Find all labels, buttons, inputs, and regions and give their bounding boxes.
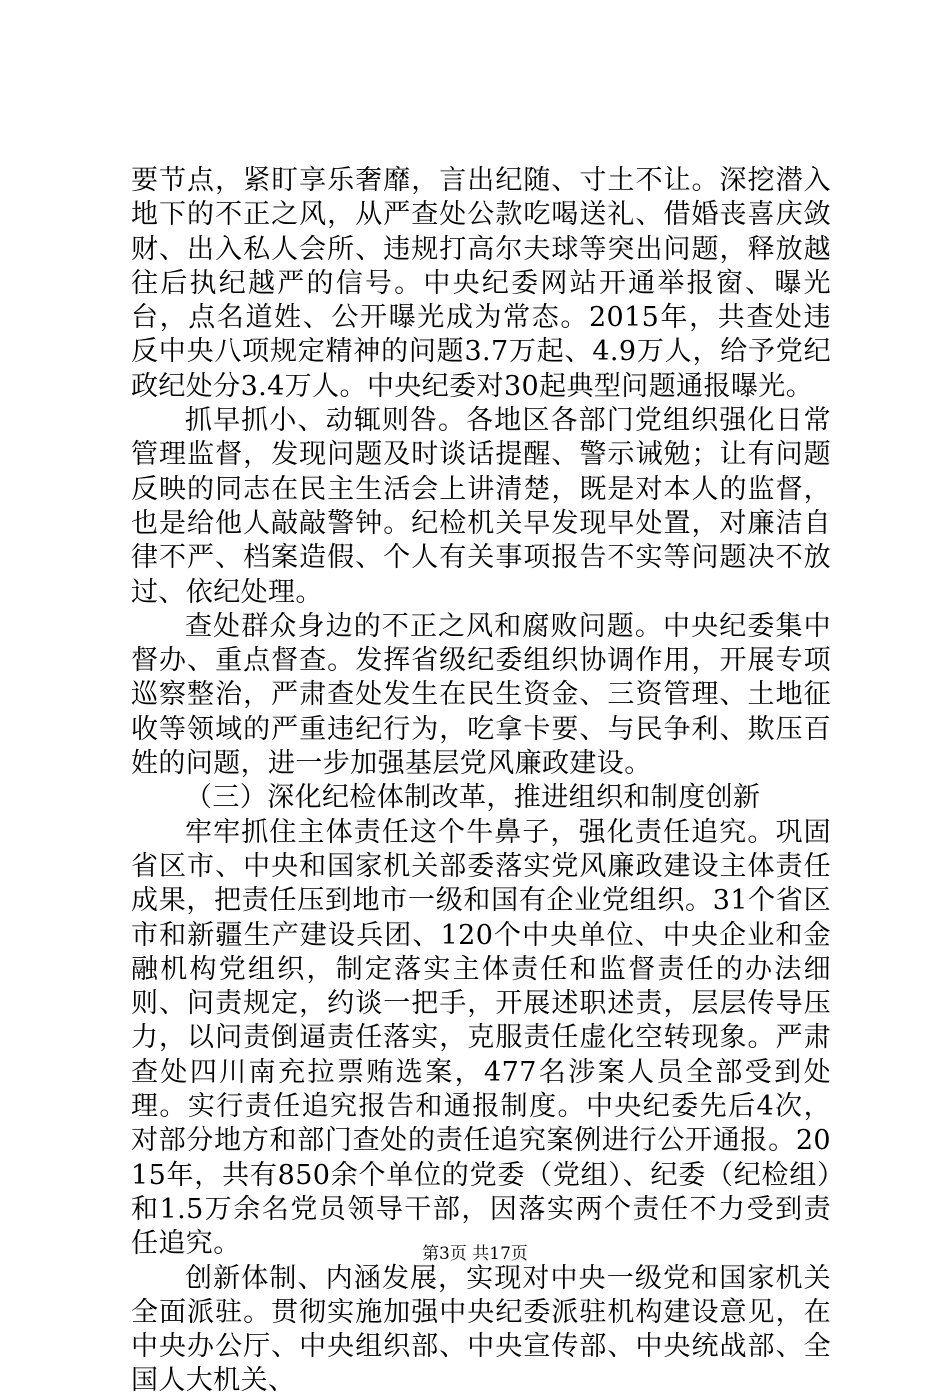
paragraph-4: 牢牢抓住主体责任这个牛鼻子，强化责任追究。巩固省区市、中央和国家机关部委落实党风廉政建设主体责任成果，把责任压到地市一级和国有企业党组织。31个省区市和新疆生产建设兵团、120个中央单位、中央企业和金融机构党组织，制定落实主体责任和监督责任的办法细则、问责规定，约谈一把手，开展述职述责，层层传导压力，以问责倒逼责任落实，克服责任虚化空转现象。严肃查处四川南充拉票贿选案，477名涉案人员全部受到处理。实行责任追究报告和通报制度。中央纪委先后4次，对部分地方和部门查处的责任追究案例进行公开通报。2015年，共有850余个单位的党委（党组）、纪委（纪检组）和1.5万余名党员领导干部，因落实两个责任不力受到责任追究。 bbox=[131, 816, 831, 1260]
paragraph-1: 要节点，紧盯享乐奢靡，言出纪随、寸土不让。深挖潜入地下的不正之风，从严查处公款吃喝送礼、借婚丧喜庆敛财、出入私人会所、违规打高尔夫球等突出问题，释放越往后执纪越严的信号。中央纪委网站开通举报窗、曝光台，点名道姓、公开曝光成为常态。2015年，共查处违反中央八项规定精神的问题3.7万起、4.9万人，给予党纪政纪处分3.4万人。中央纪委对30起典型问题通报曝光。 bbox=[131, 165, 831, 402]
page-number: 第3页 共17页 bbox=[422, 1244, 528, 1264]
paragraph-2: 抓早抓小、动辄则咎。各地区各部门党组织强化日常管理监督，发现问题及时谈话提醒、警示诫勉；让有问题反映的同志在民主生活会上讲清楚，既是对本人的监督，也是给他人敲敲警钟。纪检机关早发现早处置，对廉洁自律不严、档案造假、个人有关事项报告不实等问题决不放过、依纪处理。 bbox=[131, 405, 831, 608]
page-footer bbox=[0, 1244, 950, 1264]
section-heading: （三）深化纪检体制改革，推进组织和制度创新 bbox=[185, 782, 761, 814]
paragraph-5: 创新体制、内涵发展，实现对中央一级党和国家机关全面派驻。贯彻实施加强中央纪委派驻机构建设意见，在中央办公厅、中央组织部、中央宣传部、中央统战部、全国人大机关、 bbox=[131, 1262, 831, 1397]
page-body bbox=[131, 164, 831, 1399]
paragraph-3: 查处群众身边的不正之风和腐败问题。中央纪委集中督办、重点督查。发挥省级纪委组织协调作用，开展专项巡察整治，严肃查处发生在民生资金、三资管理、土地征收等领域的严重违纪行为，吃拿卡要、与民争利、欺压百姓的问题，进一步加强基层党风廉政建设。 bbox=[131, 610, 831, 780]
